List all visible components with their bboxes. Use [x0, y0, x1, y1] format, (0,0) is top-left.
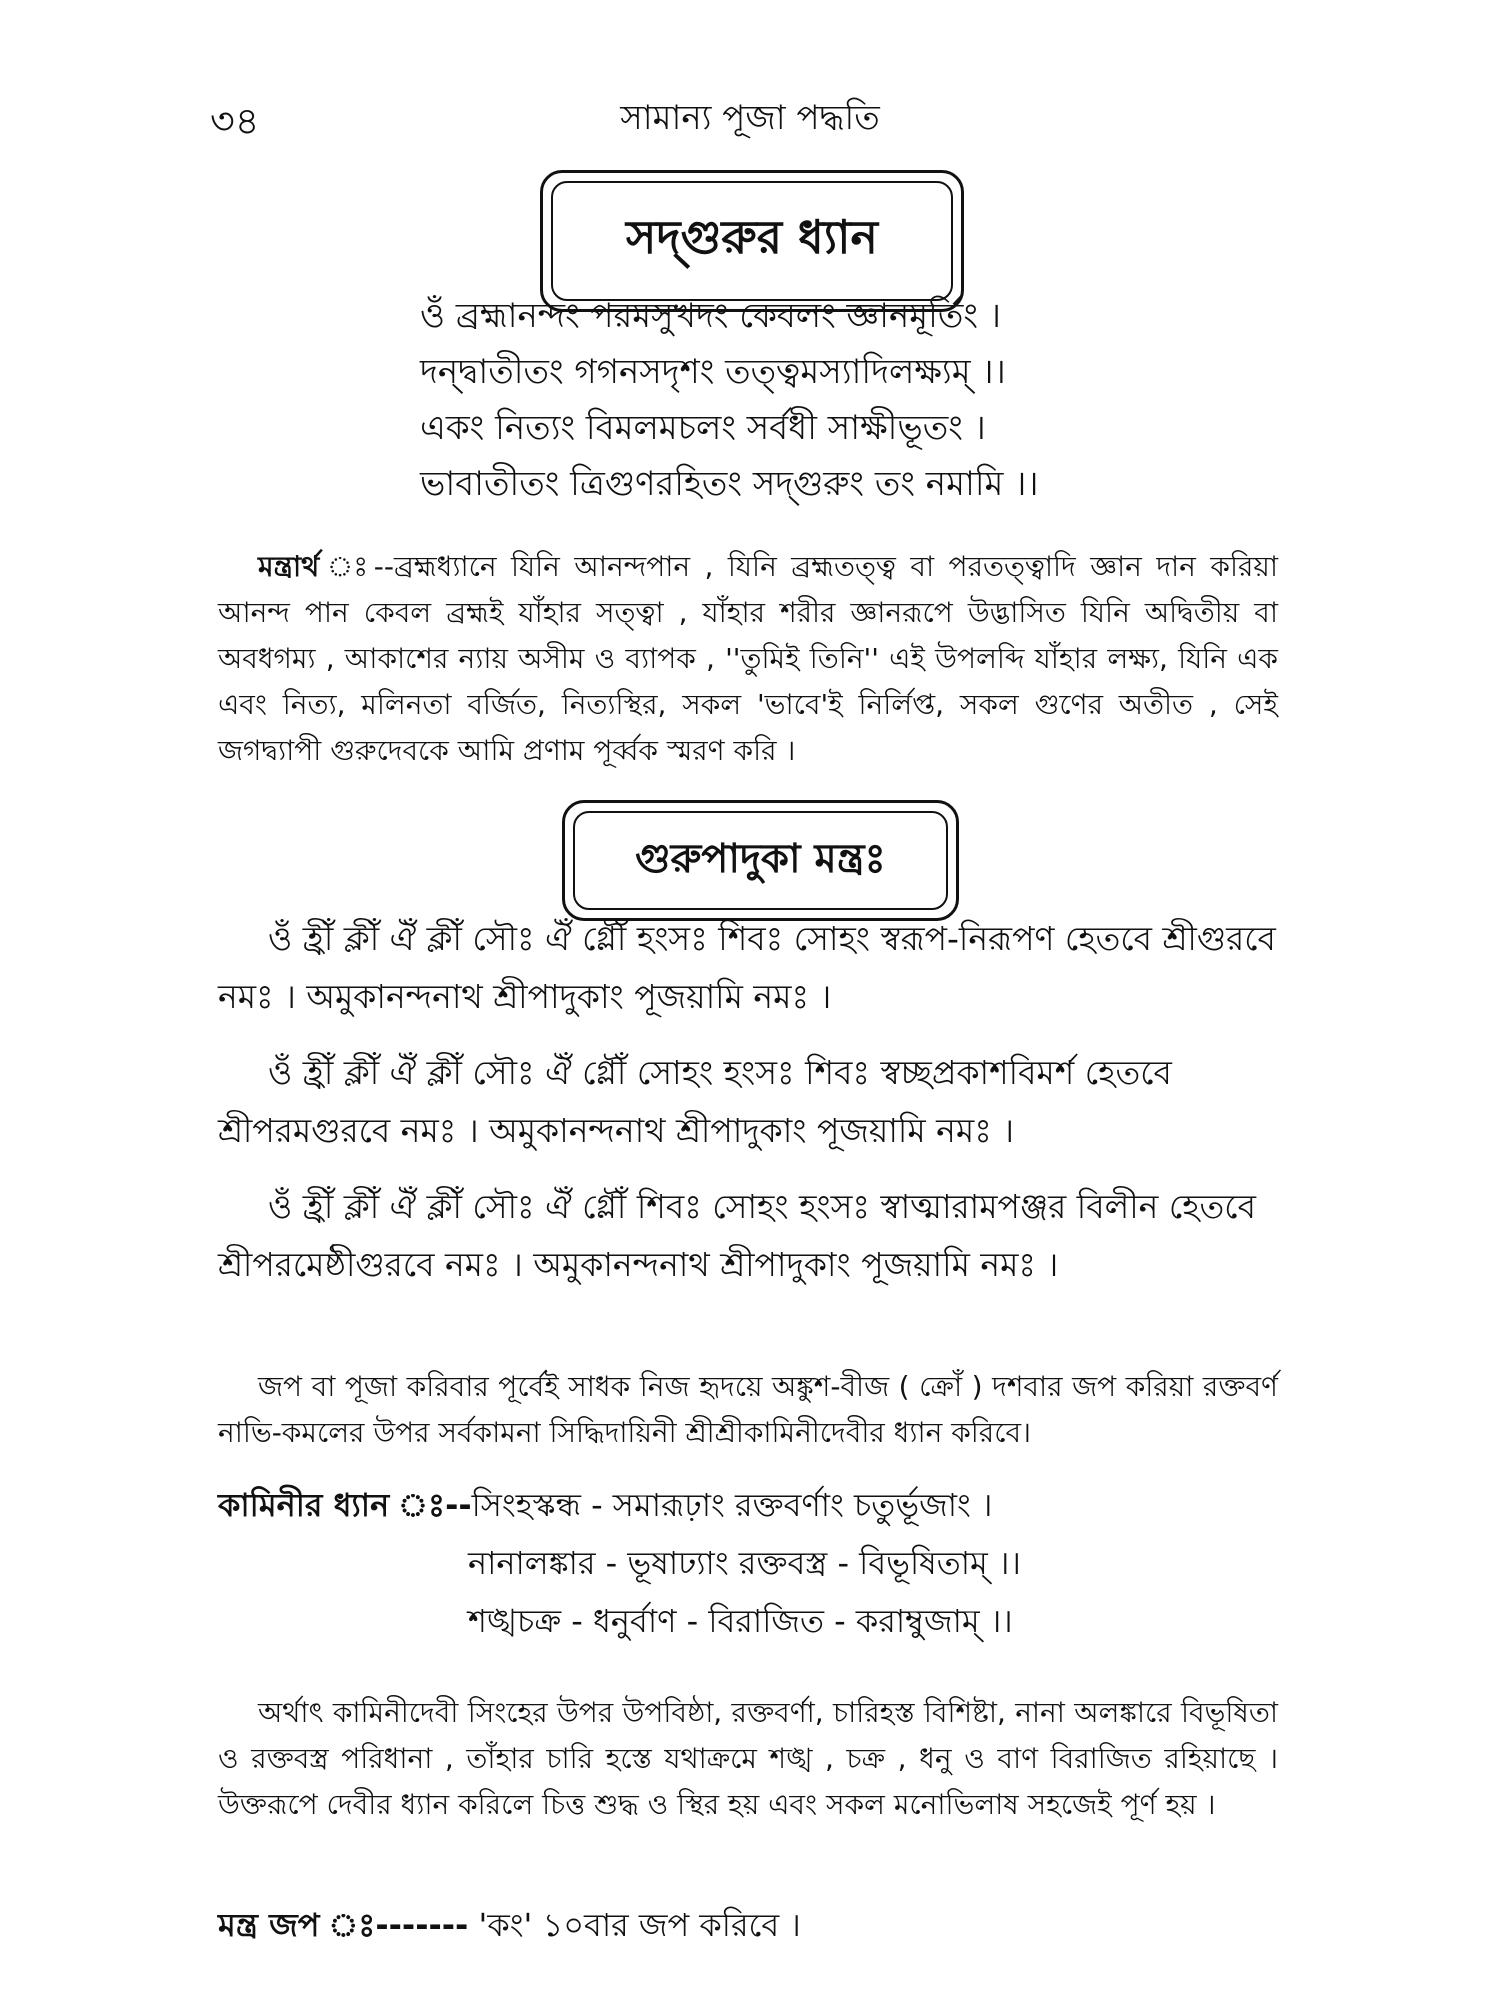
- verse-line: ওঁ ব্রহ্মানন্দং পরমসুখদং কেবলং জ্ঞানমূর্তিং ।: [420, 296, 1001, 336]
- verse-line: একং নিত্যং বিমলমচলং সর্বধী সাক্ষীভূতং ।: [420, 408, 986, 448]
- paduka-title-box: [562, 800, 959, 921]
- footer-label: মন্ত্র জপ ঃ-------: [218, 1906, 469, 1944]
- verse-line: ভাবাতীতং ত্রিগুণরহিতং সদ্গুরুং তং নমামি ।।: [420, 464, 1039, 504]
- kamini-dhyan: [218, 1476, 1021, 1650]
- kamini-line: সিংহস্কন্ধ - সমারূঢ়াং রক্তবর্ণাং চতুর্ভূজাং ।: [471, 1486, 993, 1524]
- page-number: ৩৪: [210, 99, 260, 143]
- meaning-paragraph: [218, 544, 1278, 774]
- footer-mantra-japa: [218, 1900, 801, 1954]
- kamini-line: নানালঙ্কার - ভূষাঢ্যাং রক্তবস্ত্র - বিভূষিতাম্ ।।: [468, 1544, 1021, 1582]
- paduka-mantras: [218, 910, 1278, 1294]
- kamini-meaning: অর্থাৎ কামিনীদেবী সিংহের উপর উপবিষ্ঠা, রক্তবর্ণা, চারিহস্ত বিশিষ্টা, নানা অলঙ্কারে বিভূষিতা ও রক্তবস্ত্র পরিধানা , তাঁহার চারি হস্তে যথাক্রমে শঙ্খ , চক্র , ধনু ও বাণ বিরাজিত রহিয়াছে । উক্তরূপে দেবীর ধ্যান করিলে চিত্ত শুদ্ধ ও স্থির হয় এবং সকল মনোভিলাষ সহজেই পূর্ণ হয় ।: [218, 1696, 1278, 1821]
- verse-line: দন্দ্বাতীতং গগনসদৃশং তত্ত্বমস্যাদিলক্ষ্যম্ ।।: [420, 352, 1006, 392]
- kamini-label: কামিনীর ধ্যান ঃ--: [218, 1486, 472, 1524]
- japa-instruction: জপ বা পূজা করিবার পূর্বেই সাধক নিজ হৃদয়ে অঙ্কুশ-বীজ ( ক্রোঁ ) দশবার জপ করিয়া রক্তবর্ণ নাভি-কমলের উপর সর্বকামনা সিদ্ধিদায়িনী শ্রীশ্রীকামিনীদেবীর ধ্যান করিবে।: [218, 1370, 1278, 1449]
- footer-text: 'কং' ১০বার জপ করিবে ।: [478, 1906, 801, 1944]
- paduka-mantra: ওঁ হ্রীঁ ক্লীঁ ঐঁ ক্লীঁ সৌঃ ঐঁ গ্লৌঁ শিবঃ সোহং হংসঃ স্বাত্মারামপঞ্জর বিলীন হেতবে শ্রীপরমেষ্ঠীগুরবে নমঃ । অমুকানন্দনাথ শ্রীপাদুকাং পূজয়ামি নমঃ ।: [218, 1187, 1256, 1284]
- paduka-mantra: ওঁ হ্রীঁ ক্লীঁ ঐঁ ক্লীঁ সৌঃ ঐঁ গ্লৌঁ হংসঃ শিবঃ সোহং স্বরূপ-নিরূপণ হেতবে শ্রীগুরবে নমঃ । অমুকানন্দনাথ শ্রীপাদুকাং পূজয়ামি নমঃ ।: [218, 919, 1276, 1016]
- sadguru-title: সদ্গুরুর ধ্যান: [551, 181, 953, 301]
- running-title: সামান্য পূজা পদ্ধতি: [620, 98, 880, 138]
- meaning-text: ঃ--ব্রহ্মধ্যানে যিনি আনন্দপান , যিনি ব্রহ্মতত্ত্ব বা পরতত্ত্বাদি জ্ঞান দান করিয়া আনন্দ পান কেবল ব্রহ্মই যাঁহার সত্ত্বা , যাঁহার শরীর জ্ঞানরূপে উদ্ভাসিত যিনি অদ্বিতীয় বা অবধগম্য , আকাশের ন্যায় অসীম ও ব্যাপক , ''তুমিই তিনি'' এই উপলব্দি যাঁহার লক্ষ্য, যিনি এক এবং নিত্য, মলিনতা বর্জিত, নিত্যস্থির, সকল 'ভাবে'ই নির্লিপ্ত, সকল গুণের অতীত , সেই জগদ্ব্যাপী গুরুদেবকে আমি প্রণাম পূর্ব্বক স্মরণ করি ।: [218, 550, 1278, 767]
- sadguru-verse: [420, 288, 1039, 512]
- paduka-mantra: ওঁ হ্রীঁ ক্লীঁ ঐঁ ক্লীঁ সৌঃ ঐঁ গ্লৌঁ সোহং হংসঃ শিবঃ স্বচ্ছপ্রকাশবিমর্শ হেতবে শ্রীপরমগুরবে নমঃ । অমুকানন্দনাথ শ্রীপাদুকাং পূজয়ামি নমঃ ।: [218, 1053, 1172, 1150]
- meaning-label: মন্ত্রার্থ: [258, 550, 320, 583]
- kamini-line: শঙ্খচক্র - ধনুর্বাণ - বিরাজিত - করাম্বুজাম্ ।।: [468, 1602, 1013, 1640]
- paduka-title: গুরুপাদুকা মন্ত্রঃ: [573, 811, 948, 910]
